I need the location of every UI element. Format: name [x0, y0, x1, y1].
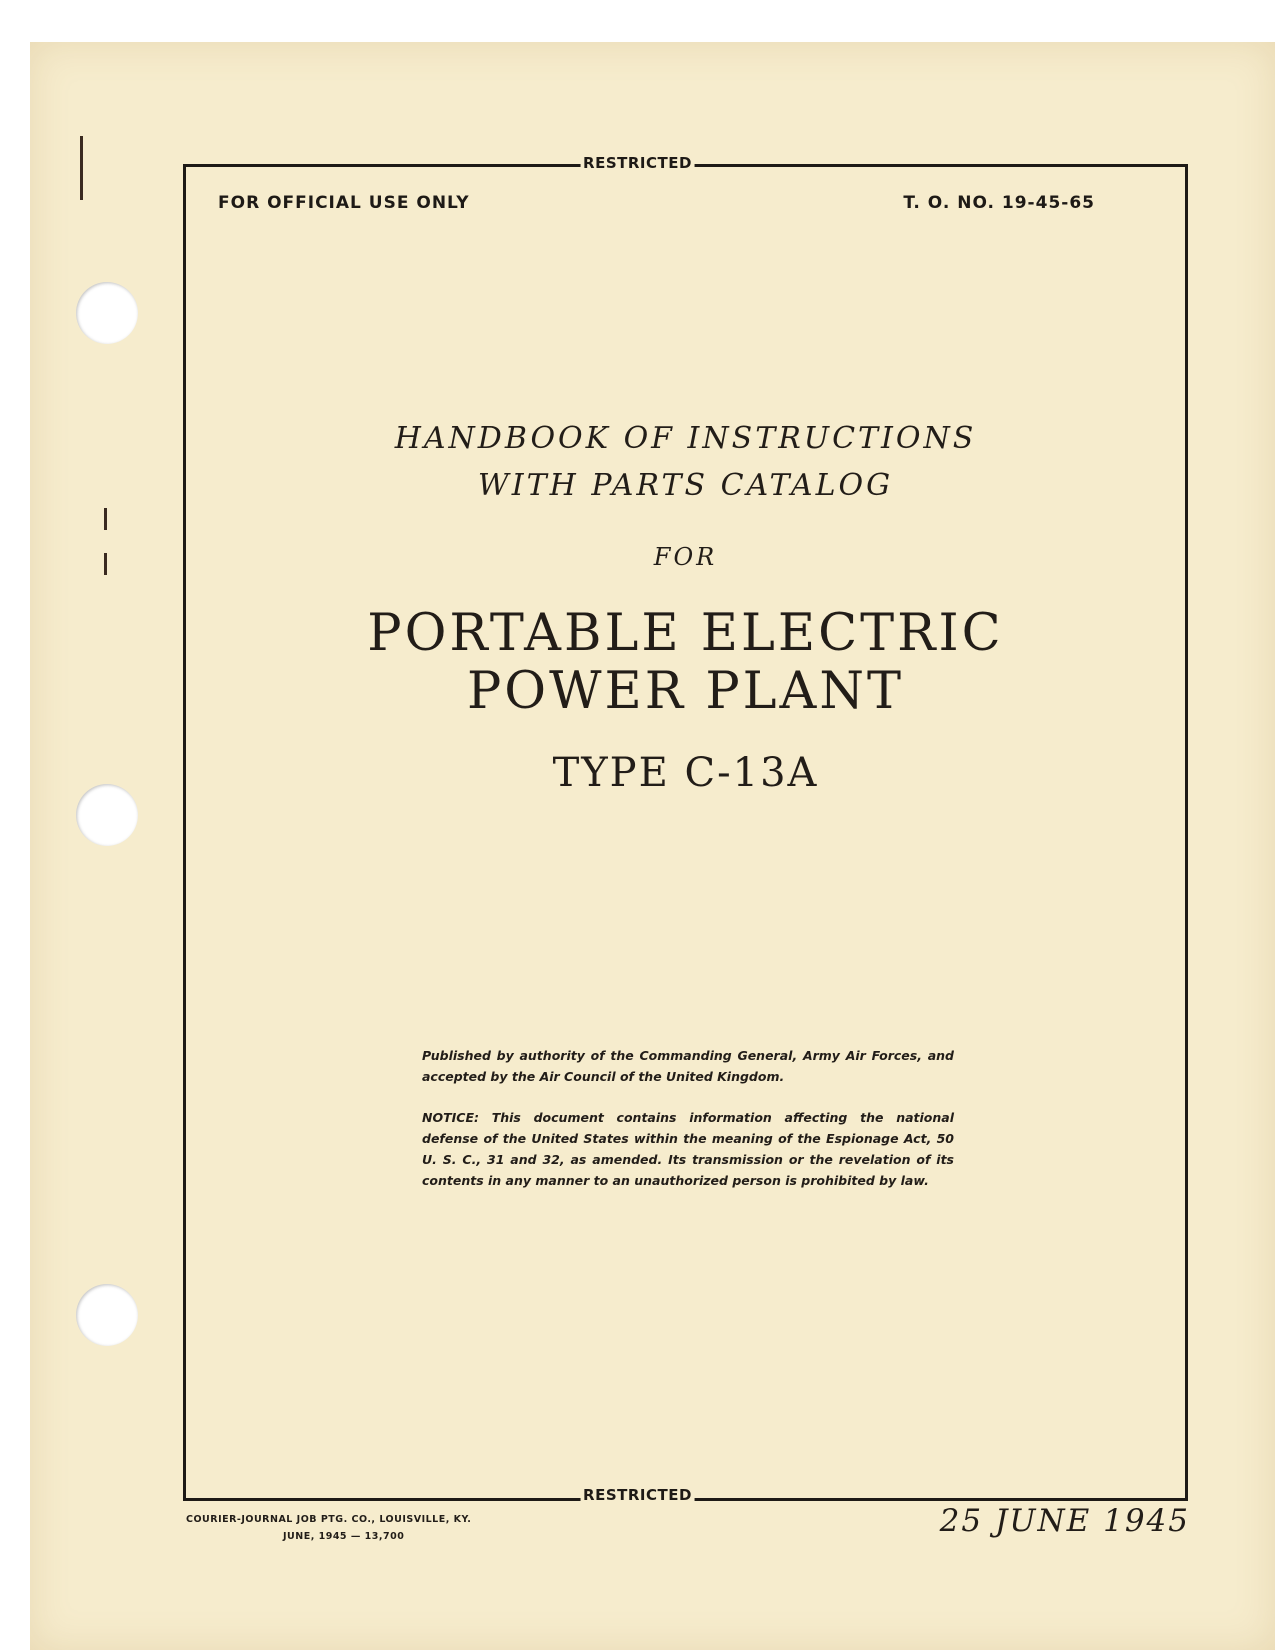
restricted-marking-top: RESTRICTED [580, 154, 695, 172]
handbook-title-line1: HANDBOOK OF INSTRUCTIONS [394, 421, 977, 456]
printer-imprint [186, 1511, 471, 1545]
authority-statement: Published by authority of the Commanding General, Army Air Forces, and accepted by the Air Council of the United Kingdom. [422, 1048, 954, 1084]
espionage-notice: NOTICE: This document contains information affecting the national defense of the United States within the meaning of the Espionage Act, 50 U. S. C., 31 and 32, as amended. Its transmission or the revelation of its contents in any manner to an unauthorized person is prohibited by law. [422, 1110, 954, 1188]
punch-hole-bottom [76, 1284, 138, 1346]
main-title-line2: POWER PLANT [466, 662, 905, 721]
punch-hole-middle [76, 784, 138, 846]
equipment-type: TYPE C-13A [552, 750, 819, 796]
document-border [183, 164, 1188, 1501]
margin-mark [104, 553, 107, 575]
margin-mark [104, 508, 107, 530]
restricted-marking-bottom: RESTRICTED [580, 1486, 695, 1504]
punch-hole-top [76, 282, 138, 344]
printer-line2: JUNE, 1945 — 13,700 [283, 1531, 405, 1542]
publication-date: 25 JUNE 1945 [939, 1503, 1190, 1539]
margin-mark [80, 136, 83, 200]
official-use-label: FOR OFFICIAL USE ONLY [218, 193, 470, 213]
main-title-line1: PORTABLE ELECTRIC [367, 604, 1004, 663]
printer-line1: COURIER-JOURNAL JOB PTG. CO., LOUISVILLE, KY. [186, 1514, 472, 1525]
handbook-title-line2: WITH PARTS CATALOG [477, 468, 894, 503]
title-for: FOR [653, 543, 718, 571]
technical-order-number: T. O. NO. 19-45-65 [903, 193, 1095, 213]
